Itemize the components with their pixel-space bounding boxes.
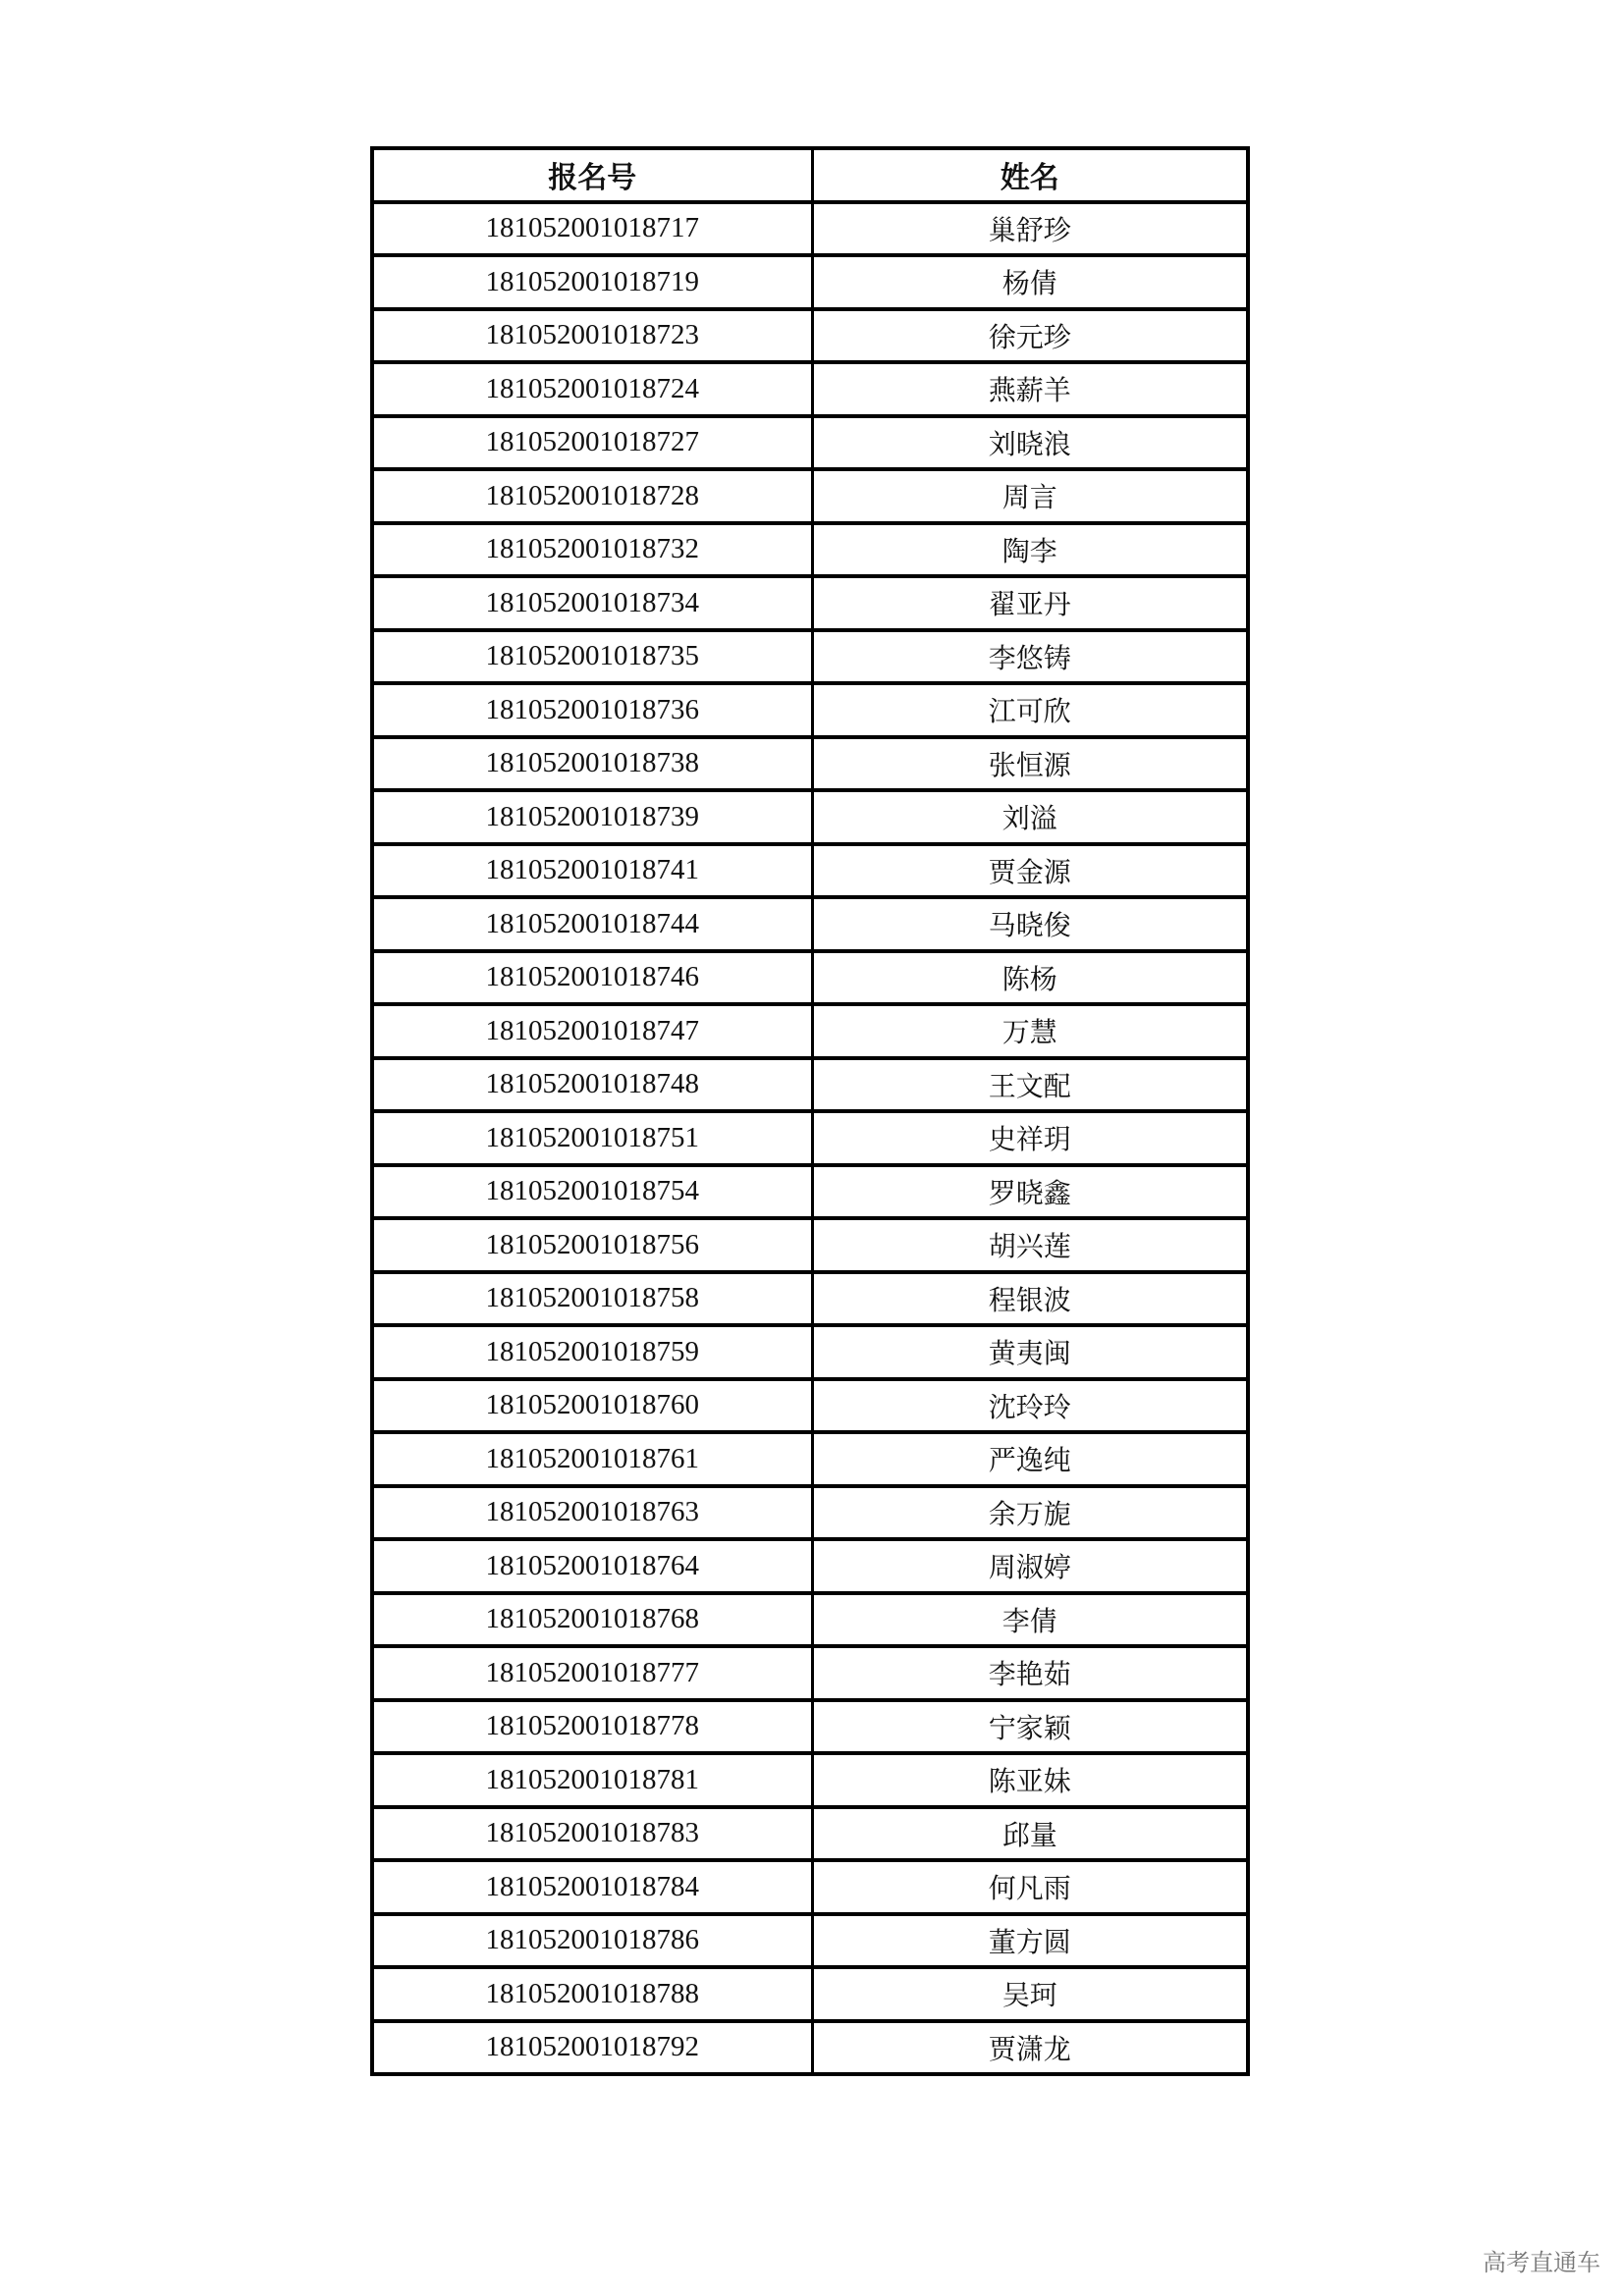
name-cell: 黄夷闽	[812, 1325, 1248, 1379]
name-cell: 程银波	[812, 1272, 1248, 1326]
name-cell: 贾潇龙	[812, 2021, 1248, 2075]
registration-number-cell: 181052001018746	[372, 951, 812, 1005]
name-cell: 罗晓鑫	[812, 1165, 1248, 1219]
table-row	[372, 951, 1248, 1005]
table-row	[372, 1379, 1248, 1433]
registration-number-cell: 181052001018723	[372, 309, 812, 363]
registration-number-cell: 181052001018751	[372, 1111, 812, 1165]
name-cell: 王文配	[812, 1058, 1248, 1112]
name-cell: 贾金源	[812, 844, 1248, 898]
registration-number-cell: 181052001018788	[372, 1967, 812, 2021]
name-cell: 胡兴莲	[812, 1218, 1248, 1272]
table-row	[372, 202, 1248, 256]
table-row	[372, 1486, 1248, 1540]
name-cell: 杨倩	[812, 255, 1248, 309]
registration-number-cell: 181052001018738	[372, 737, 812, 791]
table-row	[372, 1272, 1248, 1326]
table-row	[372, 1807, 1248, 1861]
header-registration-number: 报名号	[372, 148, 812, 202]
table-row	[372, 1914, 1248, 1968]
name-cell: 刘晓浪	[812, 416, 1248, 470]
table-row	[372, 1967, 1248, 2021]
registration-number-cell: 181052001018754	[372, 1165, 812, 1219]
registration-number-cell: 181052001018784	[372, 1860, 812, 1914]
name-cell: 刘溢	[812, 790, 1248, 844]
name-cell: 巢舒珍	[812, 202, 1248, 256]
table-row	[372, 1860, 1248, 1914]
table-row	[372, 1432, 1248, 1486]
name-cell: 周言	[812, 469, 1248, 523]
table-row	[372, 897, 1248, 951]
registration-number-cell: 181052001018732	[372, 523, 812, 577]
table-row	[372, 576, 1248, 630]
table-row	[372, 255, 1248, 309]
table-row	[372, 469, 1248, 523]
name-cell: 马晓俊	[812, 897, 1248, 951]
table-row	[372, 2021, 1248, 2075]
table-row	[372, 1539, 1248, 1593]
registration-number-cell: 181052001018792	[372, 2021, 812, 2075]
name-cell: 严逸纯	[812, 1432, 1248, 1486]
registration-number-cell: 181052001018734	[372, 576, 812, 630]
name-cell: 江可欣	[812, 683, 1248, 737]
table-row	[372, 1593, 1248, 1647]
name-cell: 燕薪羊	[812, 362, 1248, 416]
table-row	[372, 1111, 1248, 1165]
registration-number-cell: 181052001018763	[372, 1486, 812, 1540]
name-cell: 史祥玥	[812, 1111, 1248, 1165]
table-row	[372, 362, 1248, 416]
registration-number-cell: 181052001018764	[372, 1539, 812, 1593]
watermark: 高考直通车	[1483, 2249, 1600, 2276]
table-row	[372, 630, 1248, 684]
registration-number-cell: 181052001018724	[372, 362, 812, 416]
table-row	[372, 1004, 1248, 1058]
name-cell: 徐元珍	[812, 309, 1248, 363]
registration-number-cell: 181052001018768	[372, 1593, 812, 1647]
name-cell: 李倩	[812, 1593, 1248, 1647]
registration-number-cell: 181052001018756	[372, 1218, 812, 1272]
table-row	[372, 1058, 1248, 1112]
table-row	[372, 1218, 1248, 1272]
name-cell: 陈亚妹	[812, 1753, 1248, 1807]
registration-number-cell: 181052001018761	[372, 1432, 812, 1486]
table-header-row	[372, 148, 1248, 202]
name-cell: 万慧	[812, 1004, 1248, 1058]
registration-number-cell: 181052001018758	[372, 1272, 812, 1326]
registration-number-cell: 181052001018747	[372, 1004, 812, 1058]
registration-number-cell: 181052001018759	[372, 1325, 812, 1379]
name-cell: 余万旎	[812, 1486, 1248, 1540]
registration-number-cell: 181052001018728	[372, 469, 812, 523]
name-cell: 吴珂	[812, 1967, 1248, 2021]
table-row	[372, 737, 1248, 791]
registration-number-cell: 181052001018744	[372, 897, 812, 951]
name-cell: 董方圆	[812, 1914, 1248, 1968]
registration-number-cell: 181052001018717	[372, 202, 812, 256]
registration-table	[370, 146, 1250, 2076]
registration-number-cell: 181052001018741	[372, 844, 812, 898]
name-cell: 周淑婷	[812, 1539, 1248, 1593]
registration-number-cell: 181052001018748	[372, 1058, 812, 1112]
registration-number-cell: 181052001018736	[372, 683, 812, 737]
registration-number-cell: 181052001018778	[372, 1700, 812, 1754]
registration-number-cell: 181052001018781	[372, 1753, 812, 1807]
name-cell: 何凡雨	[812, 1860, 1248, 1914]
registration-number-cell: 181052001018777	[372, 1646, 812, 1700]
table-row	[372, 416, 1248, 470]
table-row	[372, 1165, 1248, 1219]
table-row	[372, 309, 1248, 363]
registration-number-cell: 181052001018760	[372, 1379, 812, 1433]
registration-number-cell: 181052001018739	[372, 790, 812, 844]
table-row	[372, 683, 1248, 737]
header-name: 姓名	[1000, 161, 1059, 196]
name-cell: 陶李	[812, 523, 1248, 577]
name-cell: 陈杨	[812, 951, 1248, 1005]
table-row	[372, 523, 1248, 577]
name-cell: 宁家颖	[812, 1700, 1248, 1754]
registration-number-cell: 181052001018735	[372, 630, 812, 684]
name-cell: 李艳茹	[812, 1646, 1248, 1700]
table-row	[372, 790, 1248, 844]
registration-number-cell: 181052001018727	[372, 416, 812, 470]
registration-number-cell: 181052001018786	[372, 1914, 812, 1968]
table-row	[372, 1753, 1248, 1807]
name-cell: 张恒源	[812, 737, 1248, 791]
table-row	[372, 1646, 1248, 1700]
name-cell: 李悠铸	[812, 630, 1248, 684]
name-cell: 翟亚丹	[812, 576, 1248, 630]
table-row	[372, 1700, 1248, 1754]
registration-number-cell: 181052001018783	[372, 1807, 812, 1861]
table-row	[372, 1325, 1248, 1379]
table-row	[372, 844, 1248, 898]
name-cell: 邱量	[812, 1807, 1248, 1861]
name-cell: 沈玲玲	[812, 1379, 1248, 1433]
registration-number-cell: 181052001018719	[372, 255, 812, 309]
